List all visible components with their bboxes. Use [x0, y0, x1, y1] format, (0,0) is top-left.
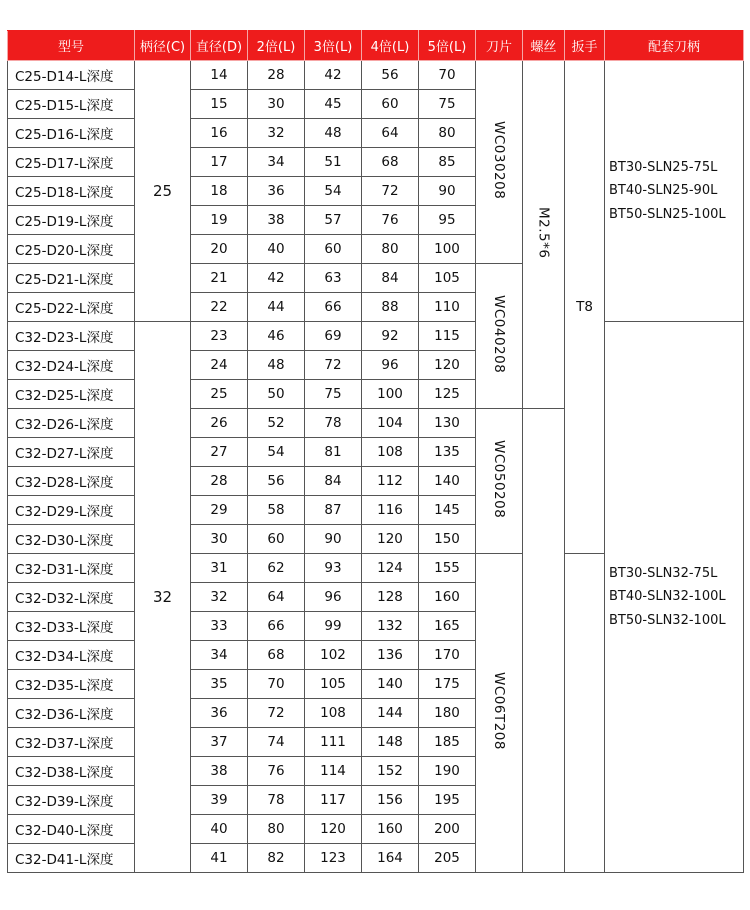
- insert-cell: [476, 61, 523, 264]
- insert-label: WC050208: [491, 439, 507, 519]
- holder-item: BT40-SLN32-100L: [609, 589, 726, 605]
- holder-item: BT50-SLN32-100L: [609, 612, 726, 628]
- holder-item: BT50-SLN25-100L: [609, 206, 726, 222]
- length-3x-cell: 69: [305, 322, 362, 351]
- length-2x-cell: 50: [248, 380, 305, 409]
- diameter-cell: 19: [191, 206, 248, 235]
- length-4x-cell: 84: [362, 264, 419, 293]
- diameter-cell: 14: [191, 61, 248, 90]
- diameter-cell: 18: [191, 177, 248, 206]
- length-4x-cell: 108: [362, 438, 419, 467]
- diameter-cell: 34: [191, 641, 248, 670]
- length-5x-cell: 110: [419, 293, 476, 322]
- diameter-cell: 29: [191, 496, 248, 525]
- model-cell: C25-D16-L深度: [8, 119, 135, 148]
- length-3x-cell: 105: [305, 670, 362, 699]
- wrench-cell: [565, 554, 605, 873]
- diameter-cell: 27: [191, 438, 248, 467]
- length-3x-cell: 51: [305, 148, 362, 177]
- screw-cell: [523, 409, 565, 873]
- length-5x-cell: 140: [419, 467, 476, 496]
- length-5x-cell: 120: [419, 351, 476, 380]
- length-2x-cell: 66: [248, 612, 305, 641]
- length-2x-cell: 62: [248, 554, 305, 583]
- model-cell: C32-D25-L深度: [8, 380, 135, 409]
- length-3x-cell: 90: [305, 525, 362, 554]
- model-cell: C32-D33-L深度: [8, 612, 135, 641]
- length-3x-cell: 102: [305, 641, 362, 670]
- table-row: [8, 322, 744, 351]
- length-2x-cell: 78: [248, 786, 305, 815]
- length-2x-cell: 42: [248, 264, 305, 293]
- length-3x-cell: 45: [305, 90, 362, 119]
- length-2x-cell: 74: [248, 728, 305, 757]
- length-2x-cell: 34: [248, 148, 305, 177]
- insert-cell: [476, 409, 523, 554]
- length-3x-cell: 42: [305, 61, 362, 90]
- length-5x-cell: 150: [419, 525, 476, 554]
- length-3x-cell: 48: [305, 119, 362, 148]
- model-cell: C25-D19-L深度: [8, 206, 135, 235]
- length-4x-cell: 164: [362, 844, 419, 873]
- length-2x-cell: 56: [248, 467, 305, 496]
- diameter-cell: 25: [191, 380, 248, 409]
- length-4x-cell: 76: [362, 206, 419, 235]
- diameter-cell: 31: [191, 554, 248, 583]
- model-cell: C25-D18-L深度: [8, 177, 135, 206]
- header-wrench: 扳手: [565, 31, 605, 61]
- length-2x-cell: 64: [248, 583, 305, 612]
- length-5x-cell: 100: [419, 235, 476, 264]
- length-5x-cell: 95: [419, 206, 476, 235]
- length-5x-cell: 155: [419, 554, 476, 583]
- length-2x-cell: 80: [248, 815, 305, 844]
- diameter-cell: 21: [191, 264, 248, 293]
- length-5x-cell: 145: [419, 496, 476, 525]
- length-4x-cell: 144: [362, 699, 419, 728]
- length-5x-cell: 195: [419, 786, 476, 815]
- length-4x-cell: 128: [362, 583, 419, 612]
- length-4x-cell: 112: [362, 467, 419, 496]
- model-cell: C32-D37-L深度: [8, 728, 135, 757]
- length-4x-cell: 148: [362, 728, 419, 757]
- length-5x-cell: 85: [419, 148, 476, 177]
- length-2x-cell: 60: [248, 525, 305, 554]
- model-cell: C25-D21-L深度: [8, 264, 135, 293]
- diameter-cell: 17: [191, 148, 248, 177]
- length-5x-cell: 205: [419, 844, 476, 873]
- model-cell: C32-D31-L深度: [8, 554, 135, 583]
- header-5x-length: 5倍(L): [419, 31, 476, 61]
- model-cell: C32-D38-L深度: [8, 757, 135, 786]
- length-3x-cell: 54: [305, 177, 362, 206]
- model-cell: C32-D23-L深度: [8, 322, 135, 351]
- length-2x-cell: 48: [248, 351, 305, 380]
- wrench-cell: T8: [565, 61, 605, 554]
- header-model: 型号: [8, 31, 135, 61]
- model-cell: C32-D36-L深度: [8, 699, 135, 728]
- length-5x-cell: 175: [419, 670, 476, 699]
- length-5x-cell: 90: [419, 177, 476, 206]
- length-4x-cell: 160: [362, 815, 419, 844]
- length-2x-cell: 68: [248, 641, 305, 670]
- length-2x-cell: 44: [248, 293, 305, 322]
- length-5x-cell: 190: [419, 757, 476, 786]
- length-2x-cell: 76: [248, 757, 305, 786]
- model-cell: C25-D14-L深度: [8, 61, 135, 90]
- length-2x-cell: 58: [248, 496, 305, 525]
- diameter-cell: 33: [191, 612, 248, 641]
- header-shank: 柄径(C): [135, 31, 191, 61]
- model-cell: C32-D28-L深度: [8, 467, 135, 496]
- length-4x-cell: 136: [362, 641, 419, 670]
- length-5x-cell: 200: [419, 815, 476, 844]
- length-4x-cell: 156: [362, 786, 419, 815]
- length-4x-cell: 120: [362, 525, 419, 554]
- insert-cell: [476, 554, 523, 873]
- length-4x-cell: 140: [362, 670, 419, 699]
- diameter-cell: 39: [191, 786, 248, 815]
- model-cell: C32-D41-L深度: [8, 844, 135, 873]
- length-4x-cell: 56: [362, 61, 419, 90]
- length-2x-cell: 38: [248, 206, 305, 235]
- length-5x-cell: 135: [419, 438, 476, 467]
- holder-item: BT30-SLN25-75L: [609, 159, 718, 175]
- length-4x-cell: 152: [362, 757, 419, 786]
- length-3x-cell: 111: [305, 728, 362, 757]
- diameter-cell: 38: [191, 757, 248, 786]
- length-5x-cell: 105: [419, 264, 476, 293]
- length-5x-cell: 165: [419, 612, 476, 641]
- length-2x-cell: 82: [248, 844, 305, 873]
- length-4x-cell: 96: [362, 351, 419, 380]
- diameter-cell: 36: [191, 699, 248, 728]
- header-4x-length: 4倍(L): [362, 31, 419, 61]
- length-4x-cell: 64: [362, 119, 419, 148]
- header-3x-length: 3倍(L): [305, 31, 362, 61]
- diameter-cell: 24: [191, 351, 248, 380]
- length-3x-cell: 123: [305, 844, 362, 873]
- length-2x-cell: 30: [248, 90, 305, 119]
- model-cell: C32-D40-L深度: [8, 815, 135, 844]
- length-3x-cell: 120: [305, 815, 362, 844]
- header-2x-length: 2倍(L): [248, 31, 305, 61]
- shank-cell: 32: [135, 322, 191, 873]
- model-cell: C32-D27-L深度: [8, 438, 135, 467]
- diameter-cell: 26: [191, 409, 248, 438]
- length-5x-cell: 185: [419, 728, 476, 757]
- length-3x-cell: 117: [305, 786, 362, 815]
- length-3x-cell: 60: [305, 235, 362, 264]
- length-3x-cell: 57: [305, 206, 362, 235]
- length-2x-cell: 52: [248, 409, 305, 438]
- holder-item: BT30-SLN32-75L: [609, 565, 718, 581]
- length-2x-cell: 70: [248, 670, 305, 699]
- header-diameter: 直径(D): [191, 31, 248, 61]
- model-cell: C32-D30-L深度: [8, 525, 135, 554]
- length-2x-cell: 46: [248, 322, 305, 351]
- length-4x-cell: 100: [362, 380, 419, 409]
- length-3x-cell: 114: [305, 757, 362, 786]
- header-screw: 螺丝: [523, 31, 565, 61]
- length-3x-cell: 81: [305, 438, 362, 467]
- model-cell: C32-D35-L深度: [8, 670, 135, 699]
- length-2x-cell: 72: [248, 699, 305, 728]
- length-5x-cell: 80: [419, 119, 476, 148]
- length-4x-cell: 68: [362, 148, 419, 177]
- length-3x-cell: 93: [305, 554, 362, 583]
- holder-item: BT40-SLN25-90L: [609, 183, 718, 199]
- length-3x-cell: 96: [305, 583, 362, 612]
- diameter-cell: 35: [191, 670, 248, 699]
- spec-table: [7, 30, 744, 873]
- model-cell: C32-D26-L深度: [8, 409, 135, 438]
- length-2x-cell: 54: [248, 438, 305, 467]
- length-5x-cell: 70: [419, 61, 476, 90]
- length-5x-cell: 115: [419, 322, 476, 351]
- model-cell: C32-D34-L深度: [8, 641, 135, 670]
- length-4x-cell: 80: [362, 235, 419, 264]
- model-cell: C25-D20-L深度: [8, 235, 135, 264]
- model-cell: C32-D29-L深度: [8, 496, 135, 525]
- length-3x-cell: 72: [305, 351, 362, 380]
- length-2x-cell: 36: [248, 177, 305, 206]
- holder-cell: [605, 322, 744, 873]
- holder-cell: [605, 61, 744, 322]
- length-4x-cell: 116: [362, 496, 419, 525]
- insert-cell: [476, 264, 523, 409]
- model-cell: C25-D15-L深度: [8, 90, 135, 119]
- table-row: [8, 61, 744, 90]
- diameter-cell: 32: [191, 583, 248, 612]
- length-2x-cell: 28: [248, 61, 305, 90]
- model-cell: C32-D39-L深度: [8, 786, 135, 815]
- diameter-cell: 20: [191, 235, 248, 264]
- length-4x-cell: 132: [362, 612, 419, 641]
- model-cell: C32-D24-L深度: [8, 351, 135, 380]
- shank-cell: 25: [135, 61, 191, 322]
- model-cell: C32-D32-L深度: [8, 583, 135, 612]
- length-3x-cell: 75: [305, 380, 362, 409]
- header-row: [8, 31, 744, 61]
- header-holder: 配套刀柄: [605, 31, 744, 61]
- diameter-cell: 41: [191, 844, 248, 873]
- length-3x-cell: 84: [305, 467, 362, 496]
- length-5x-cell: 75: [419, 90, 476, 119]
- model-cell: C25-D22-L深度: [8, 293, 135, 322]
- insert-label: WC030208: [491, 120, 507, 200]
- diameter-cell: 16: [191, 119, 248, 148]
- length-5x-cell: 125: [419, 380, 476, 409]
- diameter-cell: 15: [191, 90, 248, 119]
- model-cell: C25-D17-L深度: [8, 148, 135, 177]
- length-3x-cell: 108: [305, 699, 362, 728]
- diameter-cell: 22: [191, 293, 248, 322]
- insert-label: WC040208: [491, 294, 507, 374]
- length-4x-cell: 88: [362, 293, 419, 322]
- length-2x-cell: 40: [248, 235, 305, 264]
- diameter-cell: 40: [191, 815, 248, 844]
- length-3x-cell: 63: [305, 264, 362, 293]
- length-3x-cell: 99: [305, 612, 362, 641]
- length-5x-cell: 130: [419, 409, 476, 438]
- diameter-cell: 28: [191, 467, 248, 496]
- length-4x-cell: 60: [362, 90, 419, 119]
- insert-label: WC06T208: [491, 672, 507, 750]
- length-5x-cell: 170: [419, 641, 476, 670]
- length-4x-cell: 104: [362, 409, 419, 438]
- length-2x-cell: 32: [248, 119, 305, 148]
- diameter-cell: 30: [191, 525, 248, 554]
- screw-cell: [523, 61, 565, 409]
- length-4x-cell: 92: [362, 322, 419, 351]
- diameter-cell: 37: [191, 728, 248, 757]
- screw-label: M2.5*6: [535, 206, 552, 259]
- length-5x-cell: 180: [419, 699, 476, 728]
- length-4x-cell: 124: [362, 554, 419, 583]
- length-3x-cell: 87: [305, 496, 362, 525]
- header-insert: 刀片: [476, 31, 523, 61]
- diameter-cell: 23: [191, 322, 248, 351]
- length-3x-cell: 66: [305, 293, 362, 322]
- length-3x-cell: 78: [305, 409, 362, 438]
- table-body: [8, 61, 744, 873]
- length-5x-cell: 160: [419, 583, 476, 612]
- length-4x-cell: 72: [362, 177, 419, 206]
